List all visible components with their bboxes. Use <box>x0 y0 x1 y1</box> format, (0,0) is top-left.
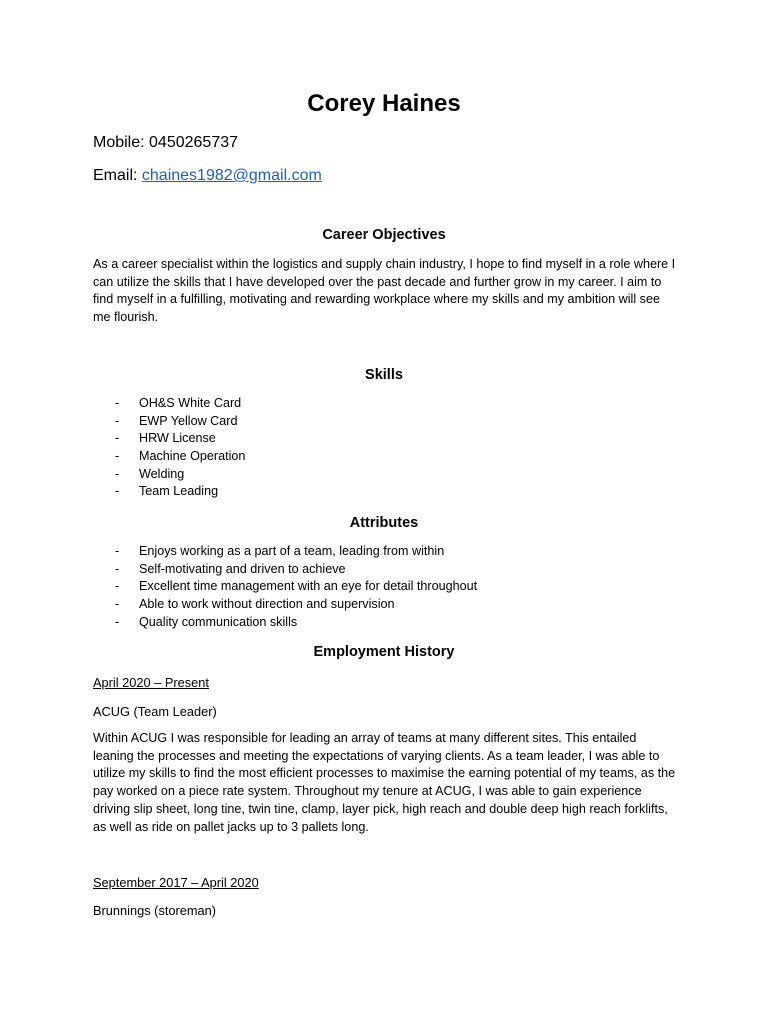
attribute-item: Self-motivating and driven to achieve <box>139 561 346 576</box>
attribute-item: Able to work without direction and supervision <box>139 597 395 612</box>
email-label: Email: <box>93 167 138 184</box>
dash-marker: - <box>115 579 120 594</box>
skills-list <box>93 395 493 501</box>
email-link[interactable]: chaines1982@gmail.com <box>141 167 322 184</box>
dash-marker: - <box>115 466 120 481</box>
list-item <box>93 543 653 561</box>
attribute-item: Enjoys working as a part of a team, leading from within <box>139 544 445 558</box>
page-title: Corey Haines <box>307 90 461 117</box>
skill-item: Team Leading <box>139 484 219 499</box>
dash-marker: - <box>115 449 120 464</box>
list-item <box>93 561 653 579</box>
dash-marker: - <box>115 597 120 612</box>
dash-marker: - <box>115 561 120 576</box>
job-period: September 2017 – April 2020 <box>93 875 259 890</box>
career-objectives-text: As a career specialist within the logistics and supply chain industry, I hope to find myself in a role where I can utilize the skills that I have developed over the past decade and further grow in my career. I aim to find myself in a fulfilling, motivating and rewarding workplace where my skills and my ambition will see me flourish. <box>93 257 676 325</box>
attribute-item: Excellent time management with an eye for detail throughout <box>139 579 478 594</box>
skill-item: Welding <box>139 466 185 481</box>
skills-heading: Skills <box>365 367 403 383</box>
employment-history-heading: Employment History <box>313 644 455 660</box>
dash-marker: - <box>115 484 120 499</box>
list-item <box>93 395 493 413</box>
attributes-heading: Attributes <box>349 515 419 531</box>
skill-item: HRW License <box>139 431 216 446</box>
mobile-label: Mobile: <box>93 134 145 151</box>
skill-item: Machine Operation <box>139 449 246 464</box>
dash-marker: - <box>115 431 120 446</box>
mobile-value: 0450265737 <box>149 134 239 151</box>
list-item <box>93 614 653 632</box>
list-item <box>93 430 493 448</box>
mobile-line <box>93 133 238 153</box>
attribute-item: Quality communication skills <box>139 614 298 629</box>
list-item <box>93 413 493 431</box>
list-item <box>93 448 493 466</box>
job-title: Brunnings (storeman) <box>93 903 217 918</box>
job-period: April 2020 – Present <box>93 675 209 690</box>
skill-item: EWP Yellow Card <box>139 413 238 428</box>
job-description: Within ACUG I was responsible for leading an array of teams at many different sites. This entailed leaning the processes and meeting the expectations of varying clients. As a team leader, I was able to utilize my skills to find the most efficient processes to maximise the earning potential of my teams, as the pay worked on a piece rate system. Throughout my tenure at ACUG, I was able to gain experience driving slip sheet, long tine, twin tine, clamp, layer pick, high reach and double deep high reach forklifts, as well as ride on pallet jacks up to 3 pallets long. <box>93 731 676 834</box>
list-item <box>93 483 493 501</box>
dash-marker: - <box>115 614 120 629</box>
job-title: ACUG (Team Leader) <box>93 704 217 719</box>
dash-marker: - <box>115 544 120 558</box>
email-line <box>93 166 322 186</box>
dash-marker: - <box>115 413 120 428</box>
skill-item: OH&S White Card <box>139 396 242 410</box>
list-item <box>93 466 493 484</box>
attributes-list <box>93 543 653 631</box>
dash-marker: - <box>115 396 120 410</box>
list-item <box>93 578 653 596</box>
list-item <box>93 596 653 614</box>
career-objectives-heading: Career Objectives <box>322 227 446 243</box>
